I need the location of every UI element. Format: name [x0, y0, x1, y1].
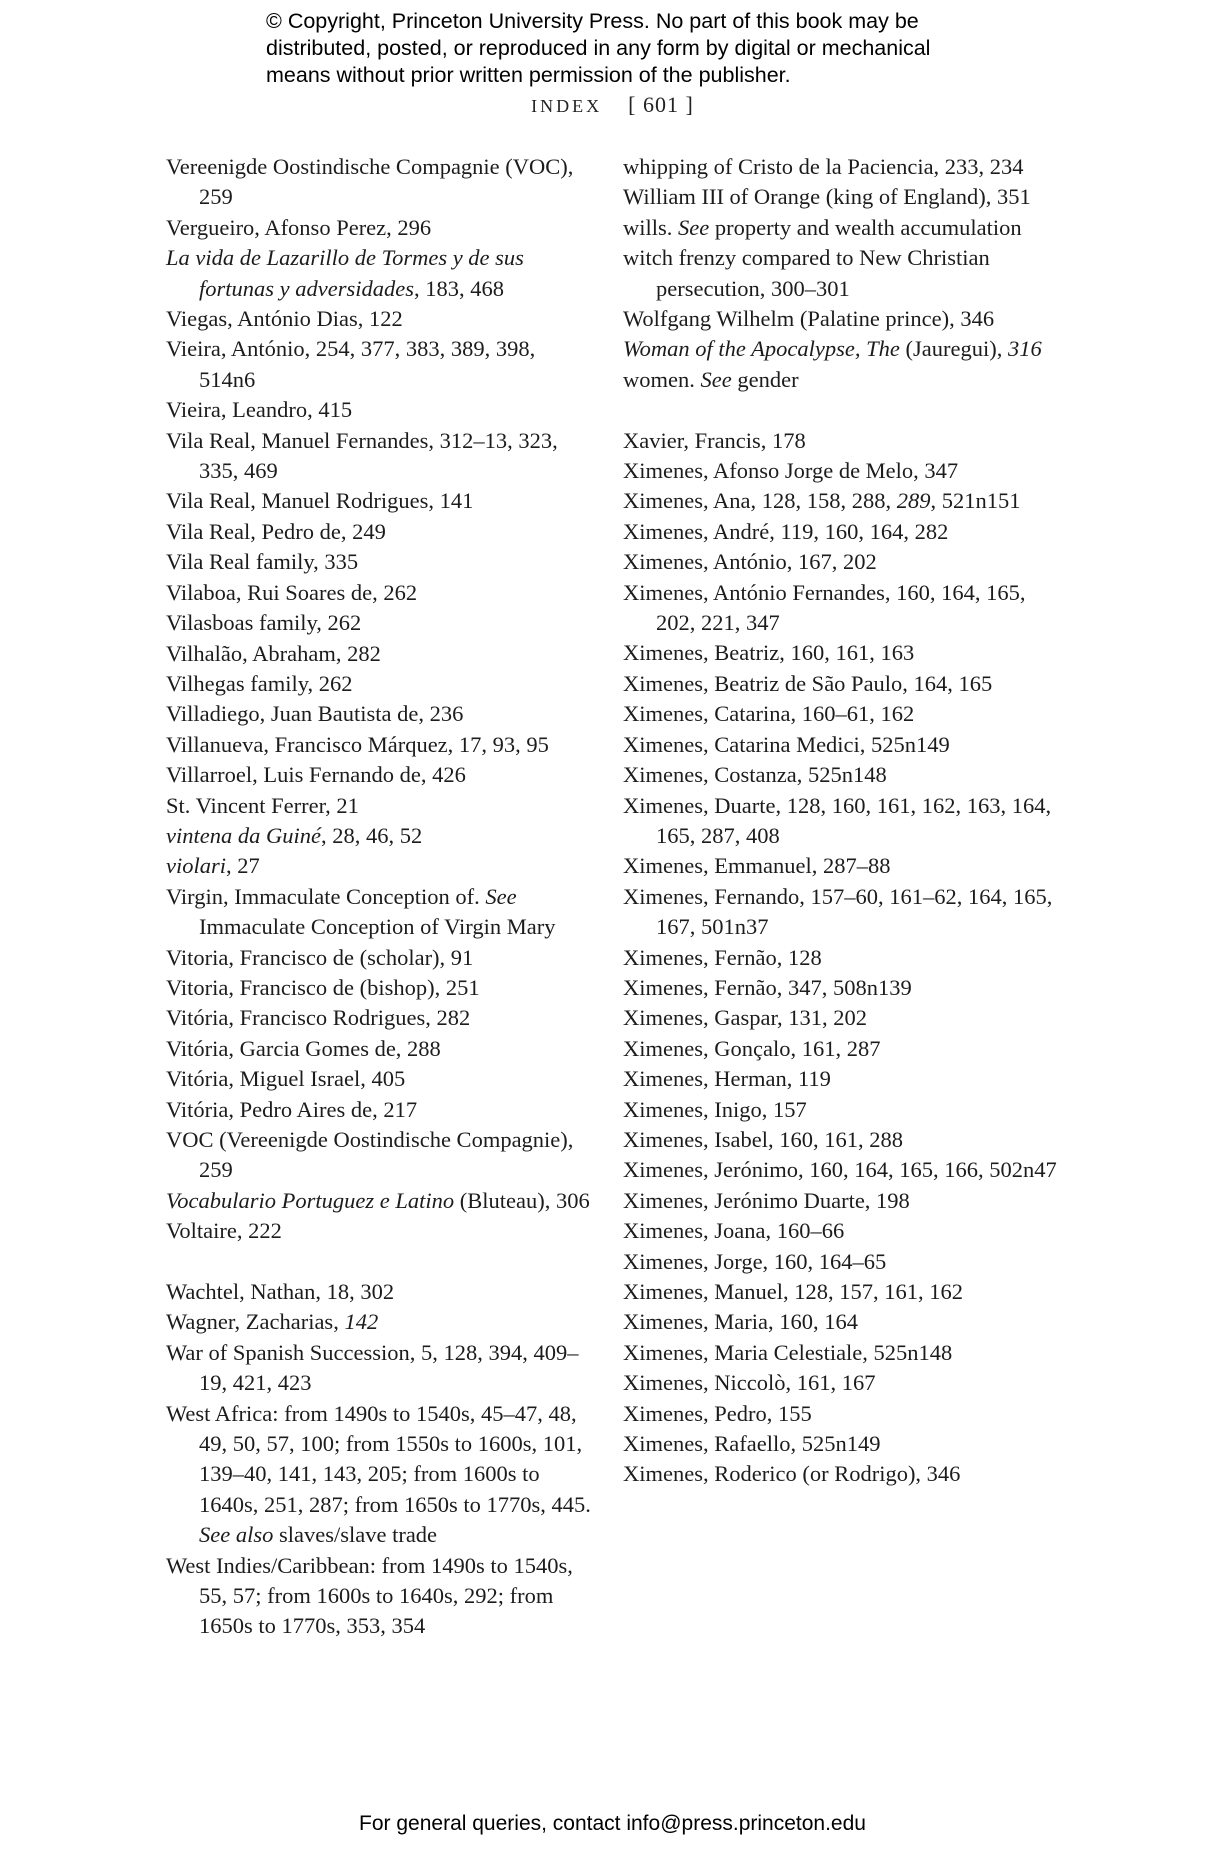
index-entry	[166, 426, 596, 487]
index-entry-text: Vitoria, Francisco de (scholar), 91	[166, 944, 474, 970]
index-entry-text: witch frenzy compared to New Christian persecution, 300–301	[623, 245, 990, 301]
index-entry	[623, 1368, 1063, 1398]
index-entry	[623, 730, 1063, 760]
index-entry-italic-text: See	[485, 883, 517, 909]
index-entry-text: Voltaire, 222	[166, 1218, 282, 1244]
index-entry	[623, 638, 1063, 668]
copyright-line: distributed, posted, or reproduced in any form by digital or mechanical	[266, 36, 931, 60]
index-entry	[166, 1551, 596, 1642]
index-entry-text: Vieira, Leandro, 415	[166, 397, 353, 423]
index-entry-text: Ximenes, Beatriz de São Paulo, 164, 165	[623, 670, 993, 696]
index-entry-text: Ximenes, Jerónimo Duarte, 198	[623, 1187, 910, 1213]
index-entry-text: Ximenes, Maria, 160, 164	[623, 1309, 858, 1335]
index-entry-italic-text: 316	[1007, 336, 1042, 362]
index-entry	[166, 943, 596, 973]
index-entry-italic-text: 289	[896, 488, 931, 514]
index-entry	[166, 1064, 596, 1094]
index-entry-text: Ximenes, Gonçalo, 161, 287	[623, 1035, 881, 1061]
index-entry-text: , 521n151	[930, 488, 1021, 514]
index-entry-text: Vilasboas family, 262	[166, 610, 362, 636]
index-entry-text: Ximenes, Manuel, 128, 157, 161, 162	[623, 1279, 963, 1305]
index-entry	[623, 426, 1063, 456]
index-entry-text: gender	[731, 366, 799, 392]
index-entry	[623, 973, 1063, 1003]
index-entry	[623, 1003, 1063, 1033]
index-entry	[623, 1429, 1063, 1459]
index-entry	[623, 1399, 1063, 1429]
index-entry	[166, 639, 596, 669]
index-entry-text: Vila Real, Pedro de, 249	[166, 518, 386, 544]
index-entry-text: Ximenes, Afonso Jorge de Melo, 347	[623, 458, 959, 484]
index-entry	[623, 791, 1063, 852]
index-entry	[623, 1155, 1063, 1185]
index-entry	[623, 213, 1063, 243]
index-entry	[166, 1399, 596, 1551]
index-entry-text: Ximenes, Pedro, 155	[623, 1400, 812, 1426]
index-entry-text: Vitória, Pedro Aires de, 217	[166, 1096, 418, 1122]
index-entry	[623, 1216, 1063, 1246]
index-entry-text: Vereenigde Oostindische Compagnie (VOC), 259	[166, 154, 574, 210]
index-entry	[166, 334, 596, 395]
index-entry-italic-text: violari	[166, 853, 226, 879]
index-entry	[166, 1034, 596, 1064]
index-entry	[166, 1125, 596, 1186]
index-entry-text: Ximenes, Fernando, 157–60, 161–62, 164, 165, 167, 501n37	[623, 883, 1053, 940]
index-entry	[623, 699, 1063, 729]
index-entry	[623, 669, 1063, 699]
index-entry-text: Vieira, António, 254, 377, 383, 389, 398, 514n6	[166, 336, 536, 392]
index-entry-text: Wolfgang Wilhelm (Palatine prince), 346	[623, 306, 995, 332]
index-entry-text: Ximenes, Jerónimo, 160, 164, 165, 166, 502n47	[623, 1157, 1057, 1183]
index-entry-text: Vilhalão, Abraham, 282	[166, 640, 381, 666]
letter-section-gap	[166, 1247, 596, 1277]
index-entry	[623, 334, 1063, 364]
copyright-line: © Copyright, Princeton University Press. No part of this book may be	[266, 9, 919, 33]
index-entry-text: Ximenes, Fernão, 347, 508n139	[623, 974, 912, 1000]
index-entry	[166, 882, 596, 943]
index-entry-text: St. Vincent Ferrer, 21	[166, 792, 359, 818]
index-entry-text: whipping of Cristo de la Paciencia, 233, 234	[623, 154, 1024, 179]
index-entry-text: Vila Real, Manuel Fernandes, 312–13, 323, 335, 469	[166, 427, 558, 484]
index-entry-text: Ximenes, Costanza, 525n148	[623, 762, 887, 788]
index-entry-text: Viegas, António Dias, 122	[166, 306, 403, 332]
index-entry-italic-text: See	[700, 366, 732, 392]
index-entry-text: Villadiego, Juan Bautista de, 236	[166, 701, 464, 727]
index-entry	[166, 578, 596, 608]
index-entry	[166, 213, 596, 243]
index-entry	[623, 1064, 1063, 1094]
index-entry	[166, 730, 596, 760]
index-entry	[166, 669, 596, 699]
index-entry-text: Ximenes, Niccolò, 161, 167	[623, 1370, 876, 1396]
index-entry	[623, 882, 1063, 943]
index-entry-text: Ximenes, Herman, 119	[623, 1066, 831, 1092]
letter-section-gap	[623, 395, 1063, 425]
index-entry	[166, 517, 596, 547]
index-entry	[166, 1338, 596, 1399]
running-head-title: INDEX	[531, 96, 603, 116]
index-entry	[623, 1125, 1063, 1155]
index-entry	[166, 699, 596, 729]
index-entry	[166, 304, 596, 334]
index-entry	[623, 1459, 1063, 1489]
index-entry-text: Wachtel, Nathan, 18, 302	[166, 1279, 395, 1305]
index-entry-text: War of Spanish Succession, 5, 128, 394, 409–19, 421, 423	[166, 1339, 579, 1396]
index-column-right	[623, 152, 1063, 1490]
index-entry	[623, 456, 1063, 486]
index-entry	[623, 365, 1063, 395]
index-entry	[623, 517, 1063, 547]
index-entry	[166, 1003, 596, 1033]
index-entry	[166, 608, 596, 638]
index-entry	[623, 851, 1063, 881]
index-entry	[623, 243, 1063, 304]
running-head	[0, 92, 1225, 118]
index-entry-text: Wagner, Zacharias,	[166, 1309, 345, 1335]
index-entry-text: VOC (Vereenigde Oostindische Compagnie), 259	[166, 1127, 574, 1183]
index-entry	[166, 821, 596, 851]
index-entry	[623, 152, 1063, 182]
index-entry-text: Ximenes, Joana, 160–66	[623, 1218, 845, 1244]
index-entry-text: Ximenes, António, 167, 202	[623, 549, 877, 575]
index-entry-text: Ximenes, Duarte, 128, 160, 161, 162, 163, 164, 165, 287, 408	[623, 792, 1052, 848]
index-entry-text: Ximenes, André, 119, 160, 164, 282	[623, 518, 949, 544]
index-entry-text: Vitória, Francisco Rodrigues, 282	[166, 1005, 471, 1031]
index-entry	[166, 973, 596, 1003]
index-entry	[166, 791, 596, 821]
index-entry-text: Ximenes, Jorge, 160, 164–65	[623, 1248, 887, 1274]
index-entry	[166, 152, 596, 213]
index-entry-text: , 183, 468	[413, 275, 504, 301]
index-entry-text: Ximenes, Isabel, 160, 161, 288	[623, 1126, 903, 1152]
index-entry	[623, 304, 1063, 334]
index-entry-text: slaves/slave trade	[273, 1522, 438, 1548]
index-entry	[623, 578, 1063, 639]
index-entry-text: Ximenes, Ana, 128, 158, 288,	[623, 488, 897, 514]
index-entry-text: Ximenes, Roderico (or Rodrigo), 346	[623, 1461, 961, 1487]
index-entry-text: Vitória, Garcia Gomes de, 288	[166, 1035, 441, 1061]
index-entry	[166, 1307, 596, 1337]
index-entry-text: Xavier, Francis, 178	[623, 427, 806, 453]
index-entry-italic-text: Woman of the Apocalypse, The	[623, 336, 900, 362]
index-entry	[166, 1216, 596, 1246]
index-entry-text: Ximenes, Beatriz, 160, 161, 163	[623, 640, 915, 666]
index-entry-italic-text: 142	[344, 1309, 379, 1335]
copyright-line: means without prior written permission of the publisher.	[266, 63, 791, 87]
index-entry	[623, 1307, 1063, 1337]
page-number: [ 601 ]	[628, 92, 694, 117]
index-entry-text: Vilaboa, Rui Soares de, 262	[166, 579, 418, 605]
index-entry	[166, 395, 596, 425]
index-entry-text: , 28, 46, 52	[320, 822, 423, 848]
index-entry-text: Immaculate Conception of Virgin Mary	[199, 914, 556, 940]
index-entry-italic-text: Vocabulario Portuguez e Latino	[166, 1187, 455, 1213]
index-entry-text: wills.	[623, 214, 679, 240]
index-entry-text: Villanueva, Francisco Márquez, 17, 93, 95	[166, 731, 549, 757]
index-entry	[623, 1277, 1063, 1307]
index-entry-text: Vergueiro, Afonso Perez, 296	[166, 214, 432, 240]
index-entry-text: Ximenes, Fernão, 128	[623, 944, 822, 970]
index-entry	[623, 760, 1063, 790]
index-entry	[166, 1277, 596, 1307]
index-entry-text: Vitoria, Francisco de (bishop), 251	[166, 974, 480, 1000]
index-entry-italic-text: See	[678, 214, 710, 240]
index-entry-text: Ximenes, Gaspar, 131, 202	[623, 1005, 868, 1031]
index-entry-text: Ximenes, António Fernandes, 160, 164, 165, 202, 221, 347	[623, 579, 1026, 636]
index-entry	[166, 760, 596, 790]
index-entry-text: West Africa: from 1490s to 1540s, 45–47, 48, 49, 50, 57, 100; from 1550s to 1600s, 101, 139–40, 141, 143, 205; from 1600s to 1640s, 251, 287; from 1650s to 1770s, 445.	[166, 1400, 591, 1517]
index-entry-italic-text: See also	[199, 1522, 274, 1548]
index-entry	[166, 547, 596, 577]
index-entry-text: (Jauregui),	[899, 336, 1008, 362]
index-entry-text: Virgin, Immaculate Conception of.	[166, 883, 486, 909]
copyright-notice	[266, 8, 1066, 89]
index-entry	[623, 943, 1063, 973]
index-entry-italic-text: vintena da Guiné	[166, 822, 321, 848]
index-entry	[166, 243, 596, 304]
index-entry-text: (Bluteau), 306	[454, 1187, 590, 1213]
index-entry	[166, 486, 596, 516]
index-entry-text: , 27	[226, 853, 260, 879]
index-entry	[623, 1338, 1063, 1368]
index-entry-text: Villarroel, Luis Fernando de, 426	[166, 762, 466, 788]
index-entry-text: Vitória, Miguel Israel, 405	[166, 1066, 406, 1092]
index-entry-text: Ximenes, Inigo, 157	[623, 1096, 807, 1122]
index-entry-text: Ximenes, Emmanuel, 287–88	[623, 853, 891, 879]
index-entry-text: Vilhegas family, 262	[166, 670, 353, 696]
index-entry	[623, 486, 1063, 516]
index-entry	[166, 1095, 596, 1125]
index-entry-text: Ximenes, Catarina, 160–61, 162	[623, 701, 915, 727]
footer-contact: For general queries, contact info@press.princeton.edu	[359, 1812, 866, 1835]
index-entry-text: West Indies/Caribbean: from 1490s to 1540s, 55, 57; from 1600s to 1640s, 292; from 1650s to 1770s, 353, 354	[166, 1552, 573, 1639]
index-entry	[166, 851, 596, 881]
index-entry	[166, 1186, 596, 1216]
index-entry	[623, 1034, 1063, 1064]
index-entry-text: Vila Real family, 335	[166, 549, 359, 575]
index-entry-text: property and wealth accumulation	[709, 214, 1022, 240]
index-entry	[623, 1186, 1063, 1216]
index-entry-text: women.	[623, 366, 701, 392]
index-entry-text: Ximenes, Rafaello, 525n149	[623, 1431, 881, 1457]
index-column-left	[166, 152, 596, 1642]
index-entry	[623, 547, 1063, 577]
index-entry-italic-text: La vida de Lazarillo de Tormes y de sus fortunas y adversidades	[166, 245, 524, 301]
index-entry-text: Ximenes, Maria Celestiale, 525n148	[623, 1339, 953, 1365]
index-entry-text: William III of Orange (king of England), 351	[623, 184, 1031, 210]
index-entry	[623, 1095, 1063, 1125]
index-entry	[623, 182, 1063, 212]
index-entry-text: Ximenes, Catarina Medici, 525n149	[623, 731, 950, 757]
index-entry	[623, 1247, 1063, 1277]
index-entry-text: Vila Real, Manuel Rodrigues, 141	[166, 488, 474, 514]
